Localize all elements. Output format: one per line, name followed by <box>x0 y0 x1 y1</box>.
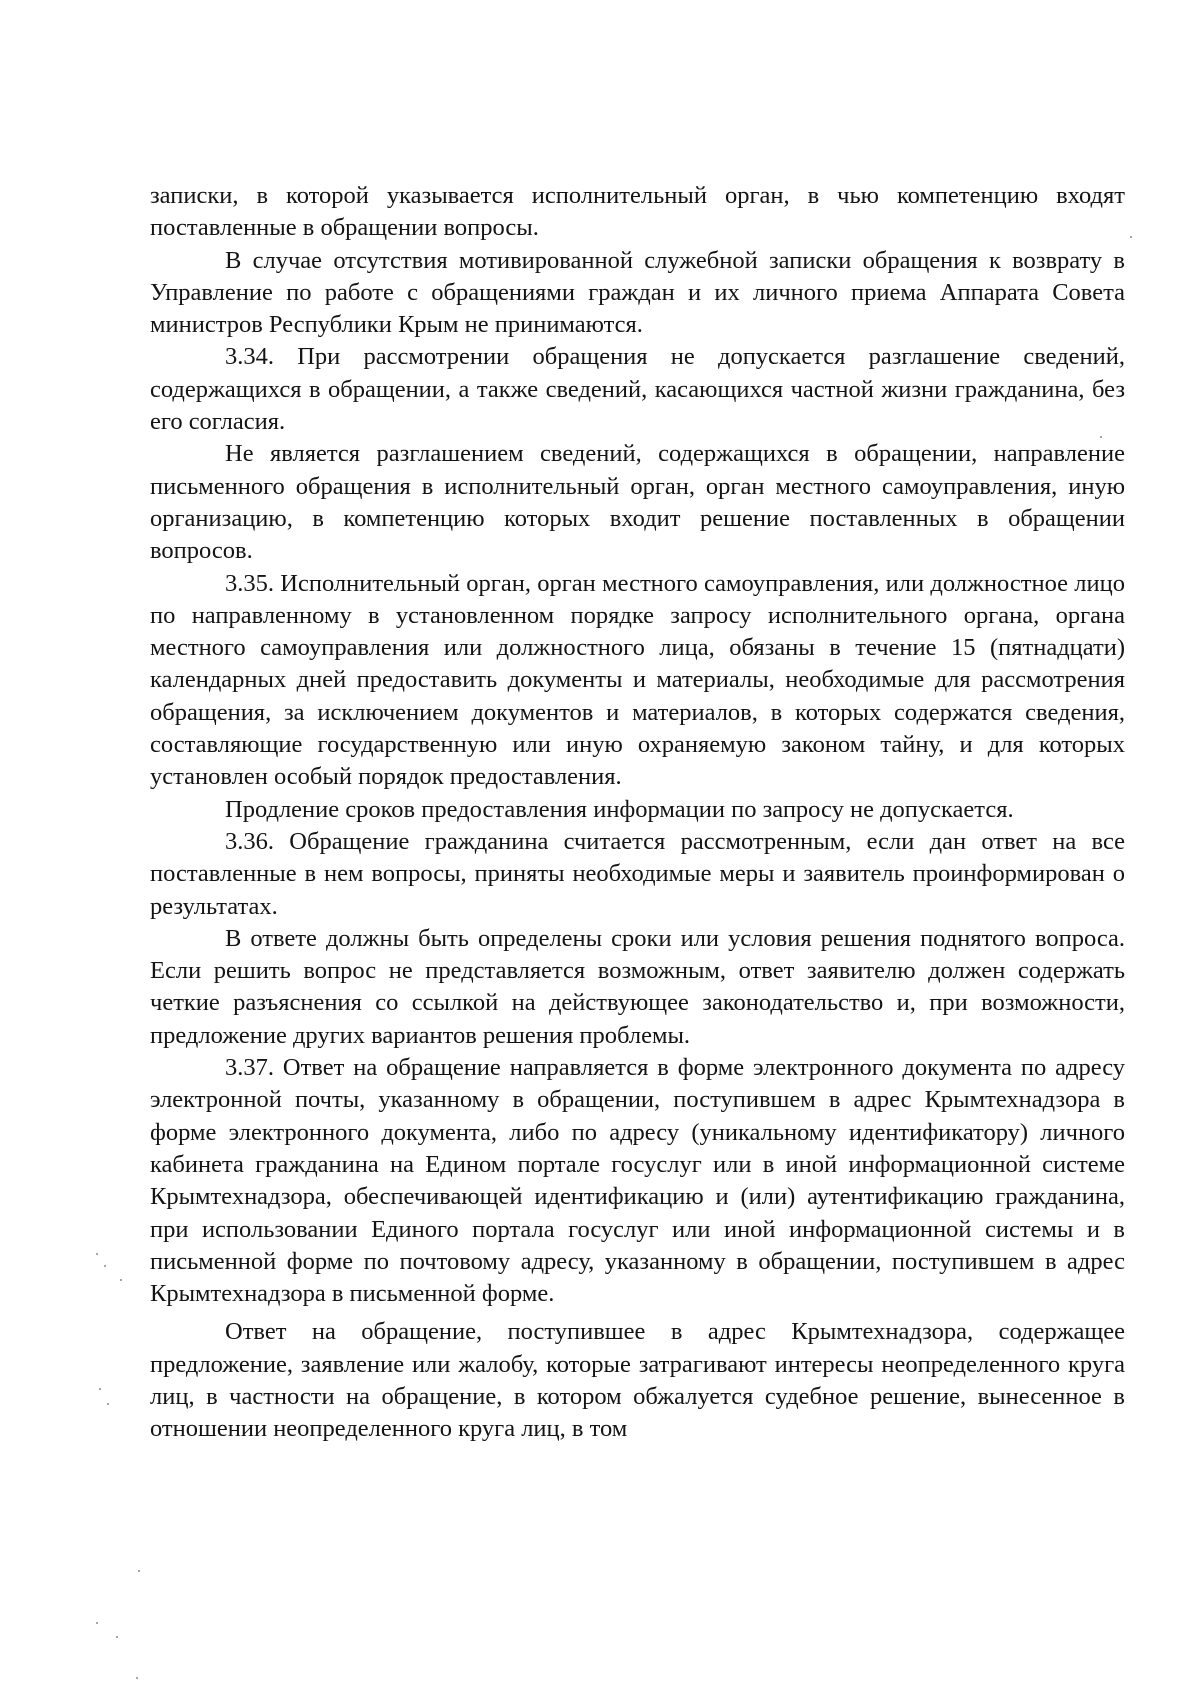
scan-speck <box>107 1403 109 1405</box>
scan-speck <box>138 1570 140 1572</box>
scan-speck <box>1130 236 1132 238</box>
paragraph-answer-terms: В ответе должны быть определены сроки или условия решения поднятого вопроса. Если решить вопрос не представляется возможным, ответ заявителю должен содержать четкие разъяснения со ссылкой на действующее законодательство и, при возможности, предложение других вариантов решения проблемы. <box>150 924 1125 1049</box>
scan-speck <box>120 1279 122 1281</box>
paragraph-3-36: 3.36. Обращение гражданина считается рассмотренным, если дан ответ на все поставленные в нем вопросы, приняты необходимые меры и заявитель проинформирован о результатах. <box>150 827 1125 920</box>
paragraph-3-35: 3.35. Исполнительный орган, орган местного самоуправления, или должностное лицо по направленному в установленном порядке запросу исполнительного органа, органа местного самоуправления или должностного лица, обязаны в течение 15 (пятнадцати) календарных дней предоставить документы и материалы, необходимые для рассмотрения обращения, за исключением документов и материалов, в которых содержатся сведения, составляющие государственную или иную охраняемую законом тайну, и для которых установлен особый порядок предоставления. <box>150 569 1125 791</box>
paragraph-3-34: 3.34. При рассмотрении обращения не допускается разглашение сведений, содержащихся в обращении, а также сведений, касающихся частной жизни гражданина, без его согласия. <box>150 343 1125 436</box>
scan-speck <box>96 1253 98 1255</box>
paragraph-3-37: 3.37. Ответ на обращение направляется в форме электронного документа по адресу электронной почты, указанному в обращении, поступившем в адрес Крымтехнадзора в форме электронного документа, либо по адресу (уникальному идентификатору) личного кабинета гражданина на Едином портале госуслуг или в иной информационной системе Крымтехнадзора, обеспечивающей идентификацию и (или) аутентификацию гражданина, при использовании Единого портала госуслуг или иной информационной системы и в письменной форме по почтовому адресу, указанному в обращении, поступившем в адрес Крымтехнадзора в письменной форме. <box>150 1054 1125 1308</box>
paragraph-no-memo-return: В случае отсутствия мотивированной служебной записки обращения к возврату в Управление по работе с обращениями граждан и их личного приема Аппарата Совета министров Республики Крым не принимаются. <box>150 246 1125 339</box>
scan-speck <box>136 1677 138 1679</box>
scan-speck <box>99 1388 101 1390</box>
scan-speck <box>96 1622 98 1624</box>
paragraph-no-extension: Продление сроков предоставления информации по запросу не допускается. <box>225 795 1014 823</box>
document-body <box>150 180 1125 1446</box>
scan-speck <box>116 1636 118 1638</box>
scan-speck <box>1100 436 1102 438</box>
paragraph-not-disclosure: Не является разглашением сведений, содержащихся в обращении, направление письменного обращения в исполнительный орган, орган местного самоуправления, иную организацию, в компетенцию которых входит решение поставленных в обращении вопросов. <box>150 440 1125 565</box>
paragraph-indefinite-circle: Ответ на обращение, поступившее в адрес Крымтехнадзора, содержащее предложение, заявление или жалобу, которые затрагивают интересы неопределенного круга лиц, в частности на обращение, в котором обжалуется судебное решение, вынесенное в отношении неопределенного круга лиц, в том <box>150 1318 1125 1443</box>
scan-speck <box>104 1265 106 1267</box>
paragraph-continuation: записки, в которой указывается исполнительный орган, в чью компетенцию входят поставленные в обращении вопросы. <box>150 182 1125 242</box>
